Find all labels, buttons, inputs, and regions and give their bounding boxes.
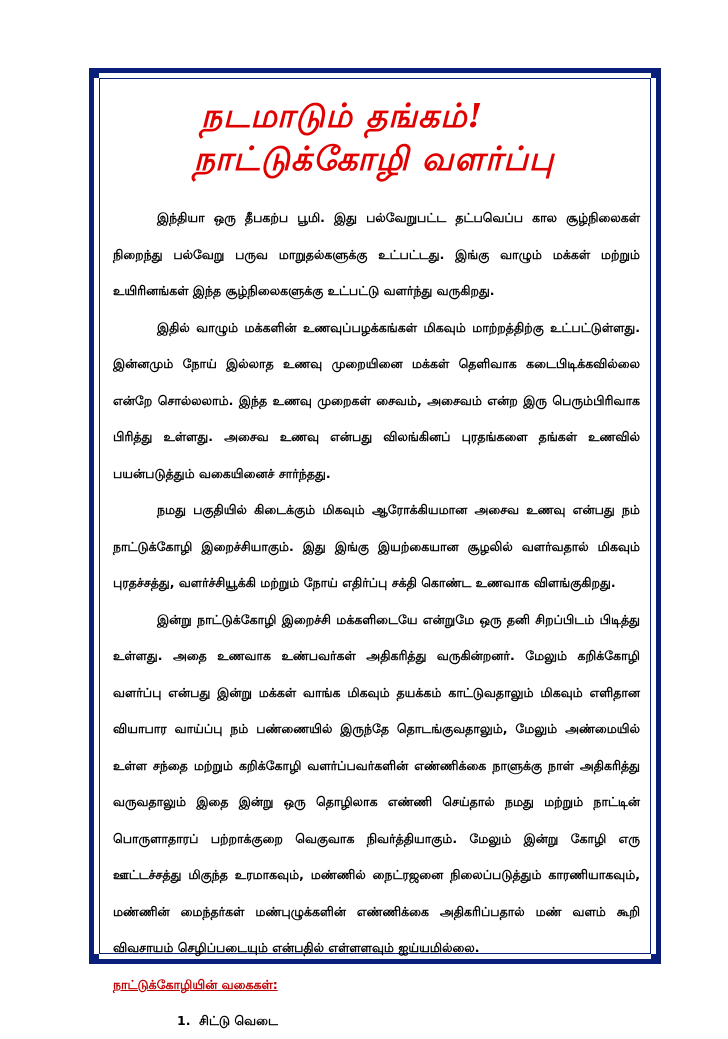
paragraph: நமது பகுதியில் கிடைக்கும் மிகவும் ஆரோக்கியமான அசைவ உணவு என்பது நம் நாட்டுக்கோழி இறைச்சியாகும். இது இங்கு இயற்கையான சூழலில் வளர்வதால் மிகவும் புரதச்சத்து, வளர்ச்சியூக்கி மற்றும் நோய் எதிர்ப்பு சக்தி கொண்ட உணவாக விளங்குகிறது. — [113, 502, 640, 590]
paragraph: இந்தியா ஒரு தீபகற்ப பூமி. இது பல்வேறுபட்ட தட்பவெப்ப கால சூழ்நிலைகள் நிறைந்து பல்வேறு பருவ மாறுதல்களுக்கு உட்பட்டது. இங்கு வாழும் மக்கள் மற்றும் உயிரினங்கள் இந்த சூழ்நிலைகளுக்கு உட்பட்டு வளர்ந்து வருகிறது. — [113, 210, 640, 298]
border-corner — [651, 68, 661, 78]
border-corner — [89, 68, 99, 78]
page-title: நடமாடும் தங்கம்! — [200, 96, 484, 135]
document-body — [113, 200, 640, 1039]
paragraph: இதில் வாழும் மக்களின் உணவுப்பழக்கங்கள் மிகவும் மாற்றத்திற்கு உட்பட்டுள்ளது. இன்னமும் நோய் இல்லாத உணவு முறையினை மக்கள் தெளிவாக கடைபிடிக்கவில்லை என்றே சொல்லலாம். இந்த உணவு முறைகள் சைவம், அசைவம் என்ற இரு பெரும்பிரிவாக பிரித்து உள்ளது. அசைவ உணவு என்பது விலங்கினப் புரதங்களை தங்கள் உணவில் பயன்படுத்தும் வகையினைச் சார்ந்தது. — [113, 319, 640, 481]
page-subtitle: நாட்டுக்கோழி வளர்ப்பு — [193, 139, 555, 178]
section-heading: நாட்டுக்கோழியின் வகைகள்: — [113, 976, 278, 992]
list-text: சிட்டு வெடை — [199, 1012, 278, 1028]
list-number: 1. — [177, 1012, 191, 1028]
paragraph: இன்று நாட்டுக்கோழி இறைச்சி மக்களிடையே என்றுமே ஒரு தனி சிறப்பிடம் பிடித்து உள்ளது. அதை உணவாக உண்பவர்கள் அதிகரித்து வருகின்றனர். மேலும் கறிக்கோழி வளர்ப்பு என்பது இன்று மக்கள் வாங்க மிகவும் தயக்கம் காட்டுவதாலும் மிகவும் எளிதான வியாபார வாய்ப்பு நம் பண்ணையில் இருந்தே தொடங்குவதாலும், மேலும் அண்மையில் உள்ள சந்தை மற்றும் கறிக்கோழி வளர்ப்பவர்களின் எண்ணிக்கை நாளுக்கு நாள் அதிகரித்து வருவதாலும் இதை இன்று ஒரு தொழிலாக எண்ணி செய்தால் நமது மற்றும் நாட்டின் பொருளாதாரப் பற்றாக்குறை வெகுவாக நிவர்த்தியாகும். மேலும் இன்று கோழி எரு ஊட்டச்சத்து மிகுந்த உரமாகவும், மண்ணில் நைட்ரஜனை நிலைப்படுத்தும் காரணியாகவும், மண்ணின் மைந்தர்கள் மண்புழுக்களின் எண்ணிக்கை அதிகரிப்பதால் மண் வளம் கூறி விவசாயம் செழிப்படையும் என்பதில் எள்ளளவும் ஐய்யமில்லை. — [113, 611, 640, 955]
border-corner — [651, 954, 661, 964]
list-item — [113, 1003, 640, 1039]
border-corner — [89, 954, 99, 964]
